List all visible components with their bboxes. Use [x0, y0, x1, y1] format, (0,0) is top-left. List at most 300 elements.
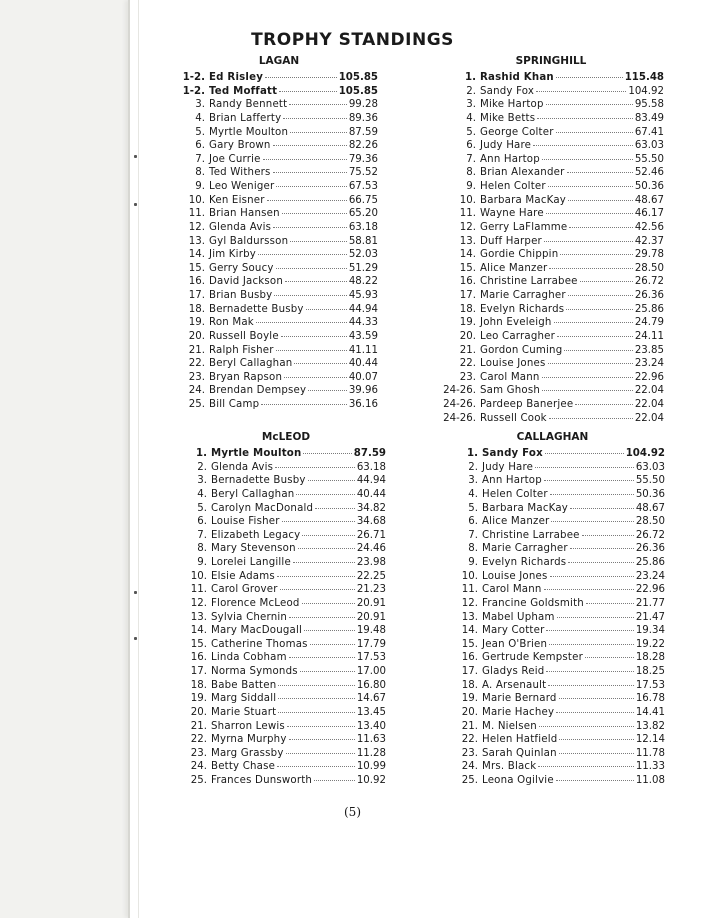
row-name: Carol Mann: [480, 371, 540, 383]
dot-leader: [568, 562, 634, 563]
dot-leader: [263, 159, 347, 160]
standings-row: [438, 330, 664, 344]
row-score: 26.72: [634, 276, 664, 288]
row-rank: 21.: [459, 344, 476, 356]
row-rank: 4.: [197, 488, 207, 500]
dot-leader: [298, 548, 355, 549]
row-score: 36.16: [348, 399, 378, 410]
row-score: 22.96: [634, 371, 664, 383]
row-rank: 21.: [188, 344, 205, 356]
standings-row: [186, 720, 386, 734]
row-rank: 7.: [466, 153, 476, 165]
row-name: Gary Brown: [209, 140, 271, 152]
dot-leader: [279, 91, 337, 92]
row-rank: 6.: [468, 516, 478, 528]
standings-row: [180, 398, 378, 412]
row-name: Myrtle Moulton: [211, 448, 302, 459]
standings-row: [440, 556, 665, 570]
dot-leader: [294, 363, 346, 364]
row-rank: 24.: [188, 385, 205, 397]
row-rank: 2.: [197, 461, 207, 473]
row-rank: 23.: [188, 371, 205, 383]
row-score: 28.50: [634, 262, 664, 274]
standings-row: [186, 556, 386, 570]
standings-row: [440, 570, 665, 584]
row-rank: 8.: [195, 167, 205, 179]
dot-leader: [551, 521, 633, 522]
page-title: TROPHY STANDINGS: [251, 30, 454, 50]
standings-row: [186, 447, 386, 461]
dot-leader: [276, 350, 347, 351]
dot-leader: [559, 739, 633, 740]
row-score: 26.72: [635, 529, 665, 541]
dot-leader: [550, 576, 634, 577]
dot-leader: [559, 698, 634, 699]
standings-row: [438, 139, 664, 153]
row-name: Russell Cook: [480, 412, 547, 424]
row-score: 41.11: [348, 344, 378, 356]
dot-leader: [284, 377, 347, 378]
dot-leader: [549, 268, 632, 269]
row-rank: 3.: [197, 475, 207, 487]
row-rank: 25.: [461, 775, 478, 786]
row-score: 42.37: [634, 235, 664, 247]
dot-leader: [545, 453, 624, 454]
row-rank: 3.: [468, 475, 478, 487]
standings-row: [438, 166, 664, 180]
row-score: 21.77: [635, 597, 665, 609]
standings-row: [186, 474, 386, 488]
standings-row: [438, 384, 664, 398]
row-score: 24.79: [634, 317, 664, 329]
row-name: Randy Bennett: [209, 99, 288, 111]
row-score: 23.85: [634, 344, 664, 356]
dot-leader: [310, 644, 355, 645]
dot-leader: [278, 712, 355, 713]
dot-leader: [282, 521, 355, 522]
dot-leader: [567, 172, 633, 173]
standings-row: [440, 542, 665, 556]
row-name: Myrna Murphy: [211, 734, 287, 746]
row-score: 26.71: [356, 529, 386, 541]
dot-leader: [554, 322, 633, 323]
dot-leader: [273, 227, 347, 228]
row-score: 22.25: [356, 570, 386, 582]
row-name: Sylvia Chernin: [211, 611, 288, 623]
standings-row: [438, 98, 664, 112]
row-score: 67.53: [348, 181, 378, 192]
section-heading: LAGAN: [258, 55, 300, 67]
row-rank: 25.: [190, 775, 207, 786]
dot-leader: [276, 268, 347, 269]
row-name: Duff Harper: [480, 235, 542, 247]
standings-row: [440, 651, 665, 665]
standings-row: [440, 597, 665, 611]
row-rank: 1.: [196, 448, 207, 459]
dot-leader: [304, 630, 355, 631]
dot-leader: [556, 712, 634, 713]
row-score: 52.46: [634, 167, 664, 179]
dot-leader: [277, 576, 355, 577]
standings-row: [438, 371, 664, 385]
row-name: John Eveleigh: [480, 317, 552, 329]
row-name: Louise Jones: [480, 358, 546, 370]
section-heading: McLEOD: [261, 431, 311, 443]
row-name: Francine Goldsmith: [482, 597, 584, 609]
row-rank: 25.: [188, 399, 205, 410]
row-score: 17.79: [356, 638, 386, 650]
standings-list: [180, 71, 378, 412]
row-score: 24.46: [356, 543, 386, 555]
row-rank: 9.: [468, 557, 478, 568]
standings-row: [180, 85, 378, 99]
row-name: Gerry LaFlamme: [480, 221, 568, 233]
standings-row: [438, 221, 664, 235]
binding-mark: [134, 203, 137, 206]
row-rank: 13.: [190, 611, 207, 623]
standings-row: [438, 235, 664, 249]
dot-leader: [302, 603, 355, 604]
binding-mark: [134, 155, 137, 158]
row-name: Mabel Upham: [482, 611, 555, 623]
row-name: Sharron Lewis: [211, 720, 285, 732]
row-rank: 9.: [197, 557, 207, 568]
row-score: 14.67: [356, 693, 386, 705]
row-name: Mike Betts: [480, 112, 536, 124]
row-rank: 15.: [461, 638, 478, 650]
dot-leader: [265, 77, 337, 78]
dot-leader: [293, 562, 355, 563]
row-name: Babe Batten: [211, 679, 277, 691]
standings-row: [438, 412, 664, 426]
row-score: 67.41: [634, 126, 664, 138]
row-score: 45.93: [348, 290, 378, 301]
row-rank: 4.: [466, 112, 476, 124]
dot-leader: [544, 589, 634, 590]
standings-row: [180, 344, 378, 358]
row-score: 28.50: [635, 516, 665, 528]
row-score: 48.67: [634, 194, 664, 206]
row-rank: 11.: [459, 208, 476, 220]
row-score: 55.50: [635, 475, 665, 487]
dot-leader: [283, 118, 347, 119]
standings-row: [186, 665, 386, 679]
row-name: Sandy Fox: [482, 448, 543, 459]
dot-leader: [275, 467, 355, 468]
standings-row: [440, 747, 665, 761]
dot-leader: [556, 77, 623, 78]
row-score: 23.98: [356, 557, 386, 568]
standings-row: [440, 515, 665, 529]
standings-row: [186, 570, 386, 584]
dot-leader: [557, 617, 634, 618]
dot-leader: [273, 172, 347, 173]
row-name: Brendan Dempsey: [209, 385, 307, 397]
dot-leader: [560, 254, 632, 255]
row-rank: 6.: [197, 516, 207, 528]
binding-mark: [134, 591, 137, 594]
row-name: Catherine Thomas: [211, 638, 308, 650]
dot-leader: [303, 453, 351, 454]
row-name: Beryl Callaghan: [211, 488, 295, 500]
row-name: Marie Bernard: [482, 693, 557, 705]
row-name: Alice Manzer: [480, 262, 548, 274]
row-rank: 10.: [190, 570, 207, 582]
row-score: 89.36: [348, 112, 378, 124]
row-name: Sam Ghosh: [480, 385, 541, 397]
row-name: Gyl Baldursson: [209, 235, 289, 247]
row-rank: 11.: [188, 208, 205, 220]
dot-leader: [549, 418, 633, 419]
standings-row: [438, 153, 664, 167]
row-name: Russell Boyle: [209, 330, 279, 342]
row-score: 17.53: [356, 652, 386, 664]
row-rank: 13.: [461, 611, 478, 623]
row-name: Helen Colter: [480, 181, 546, 192]
dot-leader: [538, 766, 634, 767]
standings-row: [186, 692, 386, 706]
standings-row: [186, 774, 386, 788]
dot-leader: [546, 671, 633, 672]
row-rank: 20.: [190, 706, 207, 718]
section-heading: SPRINGHILL: [515, 55, 587, 67]
standings-row: [180, 71, 378, 85]
standings-row: [180, 180, 378, 194]
dot-leader: [535, 467, 634, 468]
row-name: Alice Manzer: [482, 516, 550, 528]
row-rank: 12.: [461, 597, 478, 609]
dot-leader: [536, 91, 626, 92]
row-name: Brian Alexander: [480, 167, 565, 179]
row-rank: 17.: [188, 290, 205, 301]
row-name: Evelyn Richards: [480, 303, 565, 315]
row-rank: 20.: [188, 330, 205, 342]
row-name: Marie Stuart: [211, 706, 277, 718]
row-name: Ann Hartop: [480, 153, 540, 165]
row-score: 46.17: [634, 208, 664, 220]
row-name: Elizabeth Legacy: [211, 529, 301, 541]
row-name: Louise Jones: [482, 570, 548, 582]
standings-row: [440, 774, 665, 788]
row-name: Norma Symonds: [211, 666, 298, 677]
row-name: Wayne Hare: [480, 208, 544, 220]
dot-leader: [564, 350, 632, 351]
row-score: 82.26: [348, 140, 378, 152]
row-score: 95.58: [634, 99, 664, 111]
row-name: Ralph Fisher: [209, 344, 274, 356]
row-score: 16.80: [356, 679, 386, 691]
row-name: Pardeep Banerjee: [480, 399, 574, 410]
row-name: Carolyn MacDonald: [211, 502, 314, 514]
row-score: 63.03: [634, 140, 664, 152]
dot-leader: [569, 227, 632, 228]
dot-leader: [544, 480, 634, 481]
row-score: 22.04: [634, 385, 664, 397]
dot-leader: [306, 309, 347, 310]
row-rank: 21.: [190, 720, 207, 732]
standings-row: [186, 542, 386, 556]
row-score: 50.36: [635, 488, 665, 500]
row-name: Linda Cobham: [211, 652, 287, 664]
row-score: 17.53: [635, 679, 665, 691]
row-name: Florence McLeod: [211, 597, 300, 609]
row-score: 44.94: [348, 303, 378, 315]
binding-mark: [134, 637, 137, 640]
row-rank: 24-26.: [443, 385, 476, 397]
row-rank: 8.: [468, 543, 478, 555]
row-rank: 12.: [190, 597, 207, 609]
dot-leader: [549, 644, 634, 645]
row-score: 99.28: [348, 99, 378, 111]
standings-row: [186, 624, 386, 638]
row-rank: 16.: [188, 276, 205, 288]
dot-leader: [258, 254, 347, 255]
dot-leader: [542, 390, 633, 391]
row-score: 13.45: [356, 706, 386, 718]
row-rank: 5.: [466, 126, 476, 138]
row-score: 24.11: [634, 330, 664, 342]
standings-row: [180, 194, 378, 208]
row-name: Glenda Avis: [209, 221, 272, 233]
row-name: Barbara MacKay: [482, 502, 569, 514]
standings-row: [180, 330, 378, 344]
row-rank: 14.: [459, 249, 476, 261]
row-name: Mrs. Black: [482, 761, 537, 773]
row-score: 13.82: [635, 720, 665, 732]
dot-leader: [273, 145, 347, 146]
row-rank: 8.: [466, 167, 476, 179]
row-score: 17.00: [356, 666, 386, 677]
row-rank: 2.: [466, 85, 476, 97]
standings-row: [440, 706, 665, 720]
row-rank: 7.: [197, 529, 207, 541]
row-rank: 15.: [188, 262, 205, 274]
standings-row: [186, 488, 386, 502]
row-name: Myrtle Moulton: [209, 126, 289, 138]
standings-row: [440, 583, 665, 597]
row-score: 18.28: [635, 652, 665, 664]
row-rank: 9.: [195, 181, 205, 192]
row-rank: 19.: [190, 693, 207, 705]
row-name: Gordie Chippin: [480, 249, 559, 261]
row-rank: 5.: [468, 502, 478, 514]
dot-leader: [289, 617, 355, 618]
row-name: Betty Chase: [211, 761, 276, 773]
row-name: Marg Siddall: [211, 693, 277, 705]
dot-leader: [276, 186, 346, 187]
dot-leader: [296, 494, 354, 495]
row-score: 63.18: [348, 221, 378, 233]
standings-row: [438, 289, 664, 303]
row-name: Mary Cotter: [482, 625, 545, 637]
row-score: 39.96: [348, 385, 378, 397]
standings-row: [180, 166, 378, 180]
standings-list: [186, 447, 386, 788]
dot-leader: [282, 213, 347, 214]
row-name: Leo Weniger: [209, 181, 275, 192]
row-score: 104.92: [625, 448, 665, 459]
row-score: 14.41: [635, 706, 665, 718]
row-rank: 3.: [466, 99, 476, 111]
row-rank: 18.: [461, 679, 478, 691]
row-score: 63.18: [356, 461, 386, 473]
dot-leader: [544, 241, 633, 242]
row-score: 19.34: [635, 625, 665, 637]
standings-row: [438, 357, 664, 371]
section-lagan: [180, 54, 378, 412]
standings-list: [438, 71, 664, 425]
dot-leader: [542, 377, 633, 378]
row-rank: 14.: [190, 625, 207, 637]
row-rank: 4.: [468, 488, 478, 500]
row-rank: 7.: [468, 529, 478, 541]
row-name: Brian Busby: [209, 290, 273, 301]
standings-row: [186, 733, 386, 747]
row-name: Lorelei Langille: [211, 557, 291, 568]
row-score: 52.03: [348, 249, 378, 261]
row-rank: 12.: [188, 221, 205, 233]
dot-leader: [546, 104, 633, 105]
row-name: Elsie Adams: [211, 570, 275, 582]
dot-leader: [539, 726, 634, 727]
row-name: M. Nielsen: [482, 720, 537, 732]
section-springhill: [438, 54, 664, 425]
row-name: Ron Mak: [209, 317, 254, 329]
standings-row: [438, 262, 664, 276]
row-score: 10.92: [356, 775, 386, 786]
row-rank: 10.: [461, 570, 478, 582]
row-score: 19.22: [635, 638, 665, 650]
row-name: Leo Carragher: [480, 330, 556, 342]
standings-row: [180, 207, 378, 221]
row-rank: 7.: [195, 153, 205, 165]
standings-row: [440, 447, 665, 461]
dot-leader: [570, 548, 634, 549]
row-rank: 10.: [188, 194, 205, 206]
row-score: 22.96: [635, 584, 665, 596]
row-score: 87.59: [353, 448, 386, 459]
row-rank: 15.: [459, 262, 476, 274]
row-rank: 19.: [461, 693, 478, 705]
dot-leader: [274, 295, 346, 296]
standings-row: [186, 461, 386, 475]
row-rank: 9.: [466, 181, 476, 192]
standings-row: [438, 112, 664, 126]
dot-leader: [548, 363, 633, 364]
row-name: Sarah Quinlan: [482, 747, 557, 759]
dot-leader: [286, 753, 355, 754]
dot-leader: [556, 132, 633, 133]
row-name: Bryan Rapson: [209, 371, 283, 383]
row-score: 55.50: [634, 153, 664, 165]
row-score: 13.40: [356, 720, 386, 732]
standings-row: [180, 262, 378, 276]
dot-leader: [548, 186, 633, 187]
row-name: Gladys Reid: [482, 666, 545, 677]
row-score: 22.04: [634, 412, 664, 424]
dot-leader: [537, 118, 633, 119]
standings-row: [186, 583, 386, 597]
standings-row: [440, 679, 665, 693]
standings-row: [186, 502, 386, 516]
row-rank: 23.: [459, 371, 476, 383]
standings-row: [438, 85, 664, 99]
row-score: 50.36: [634, 181, 664, 192]
row-score: 11.78: [635, 747, 665, 759]
row-score: 21.47: [635, 611, 665, 623]
section-mcleod: [186, 430, 386, 788]
standings-row: [440, 638, 665, 652]
